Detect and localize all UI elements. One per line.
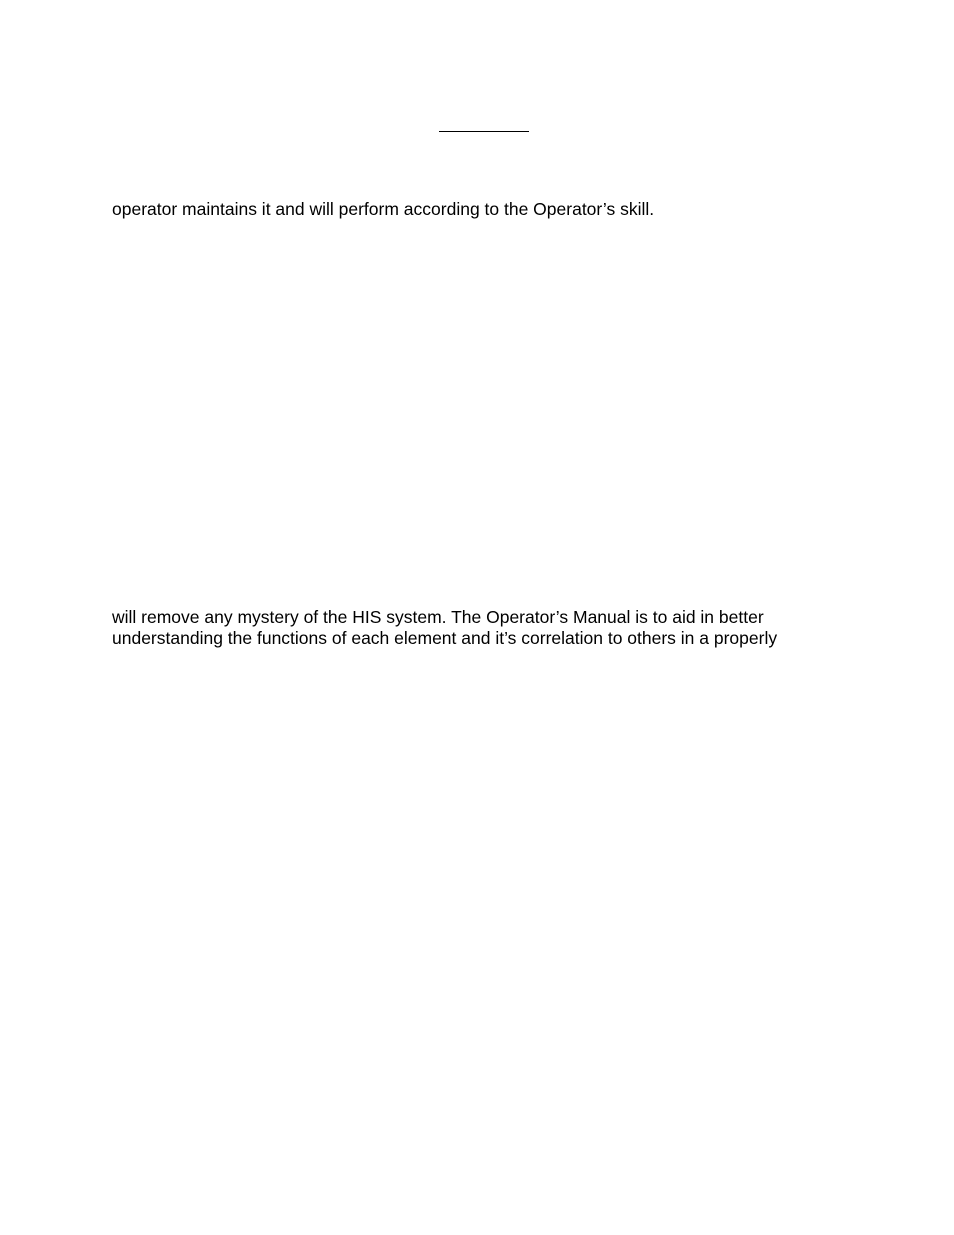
body-text-line: understanding the functions of each element and it’s correlation to others in a properly xyxy=(112,628,778,648)
header-rule xyxy=(439,131,529,132)
body-text-line: will remove any mystery of the HIS system. The Operator’s Manual is to aid in better xyxy=(112,607,764,627)
body-text-line: operator maintains it and will perform according to the Operator’s skill. xyxy=(112,199,655,219)
